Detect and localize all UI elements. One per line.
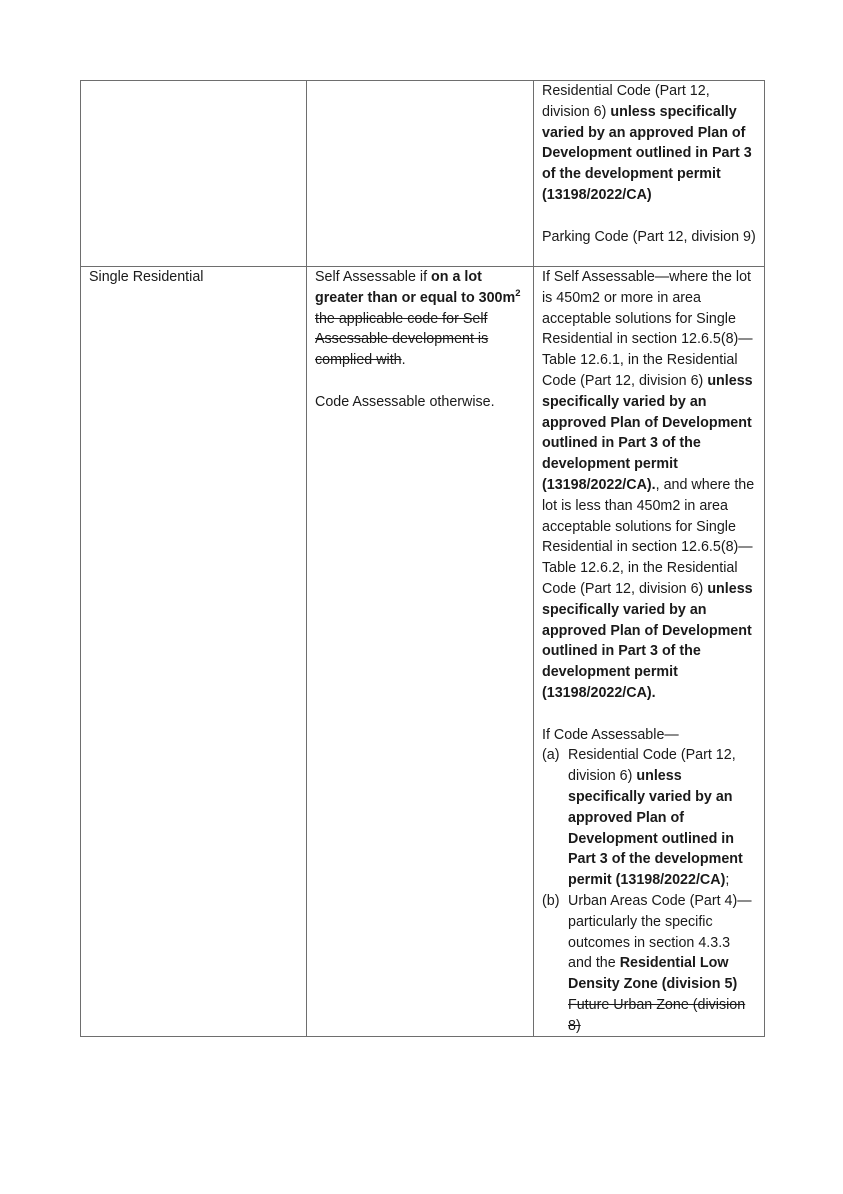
superscript: 2 (515, 288, 521, 300)
amended-text: unless specifically varied by an approved Plan of Development outlined in Part 3 of the development permit (13198/2022/CA). (542, 580, 753, 701)
assessment-text: Self Assessable if (315, 269, 428, 285)
paragraph (315, 267, 525, 371)
amended-text: on a lot greater than or equal to 300m (315, 269, 516, 306)
table-cell-use (81, 81, 307, 267)
list-marker: (b) (542, 892, 560, 909)
deleted-text: the applicable code for Self Assessable development is complied with (315, 310, 489, 369)
amended-text: unless specifically varied by an approved Plan of Development outlined in Part 3 of the development permit (13198/2022/CA). (542, 372, 753, 493)
code-text: Residential Code (Part 12, division 6) (542, 83, 710, 120)
table-cell-applicable-code (534, 267, 765, 1037)
paragraph (542, 81, 756, 206)
paragraph: Code Assessable otherwise. (315, 393, 495, 410)
code-text: Residential Code (Part 12, division 6) (568, 747, 736, 785)
amended-text: unless specifically varied by an approved Plan of Development outlined in Part 3 of the development permit (13198/2022/CA) (568, 768, 743, 889)
paragraph: If Code Assessable— (542, 726, 679, 743)
list-marker: (a) (542, 747, 560, 764)
code-text: If Self Assessable—where the lot is 450m2 or more in area acceptable solutions for Single Residential in section 12.6.5(8)—Table 12.6.1, in the Residential Code (Part 12, division 6) (542, 269, 753, 389)
paragraph (542, 267, 756, 704)
amended-text: unless specifically varied by an approved Plan of Development outlined in Part 3 of the development permit (13198/2022/CA) (542, 103, 752, 203)
code-text: Urban Areas Code (Part 4)—particularly the specific outcomes in section 4.3.3 and the (568, 892, 752, 972)
punctuation: . (401, 352, 406, 369)
amended-text: Residential Low Density Zone (division 5) (568, 955, 738, 993)
table-cell-use: Single Residential (81, 267, 307, 1037)
table-row (81, 81, 765, 267)
table-cell-assessment-level (307, 81, 534, 267)
code-text: , and where the lot is less than 450m2 in area acceptable solutions for Single Residential in section 12.6.5(8)—Table 12.6.2, in the Residential Code (Part 12, division 6) (542, 476, 755, 597)
table-cell-applicable-code (534, 81, 765, 267)
deleted-text: Future Urban Zone (division 8) (568, 996, 746, 1034)
table-row (81, 267, 765, 1037)
table-cell-assessment-level (307, 267, 534, 1037)
code-list (542, 745, 756, 1036)
list-item (542, 745, 756, 891)
list-item (542, 891, 756, 1037)
assessment-table (80, 80, 765, 1037)
paragraph: Parking Code (Part 12, division 9) (542, 228, 756, 245)
punctuation: ; (725, 872, 730, 889)
